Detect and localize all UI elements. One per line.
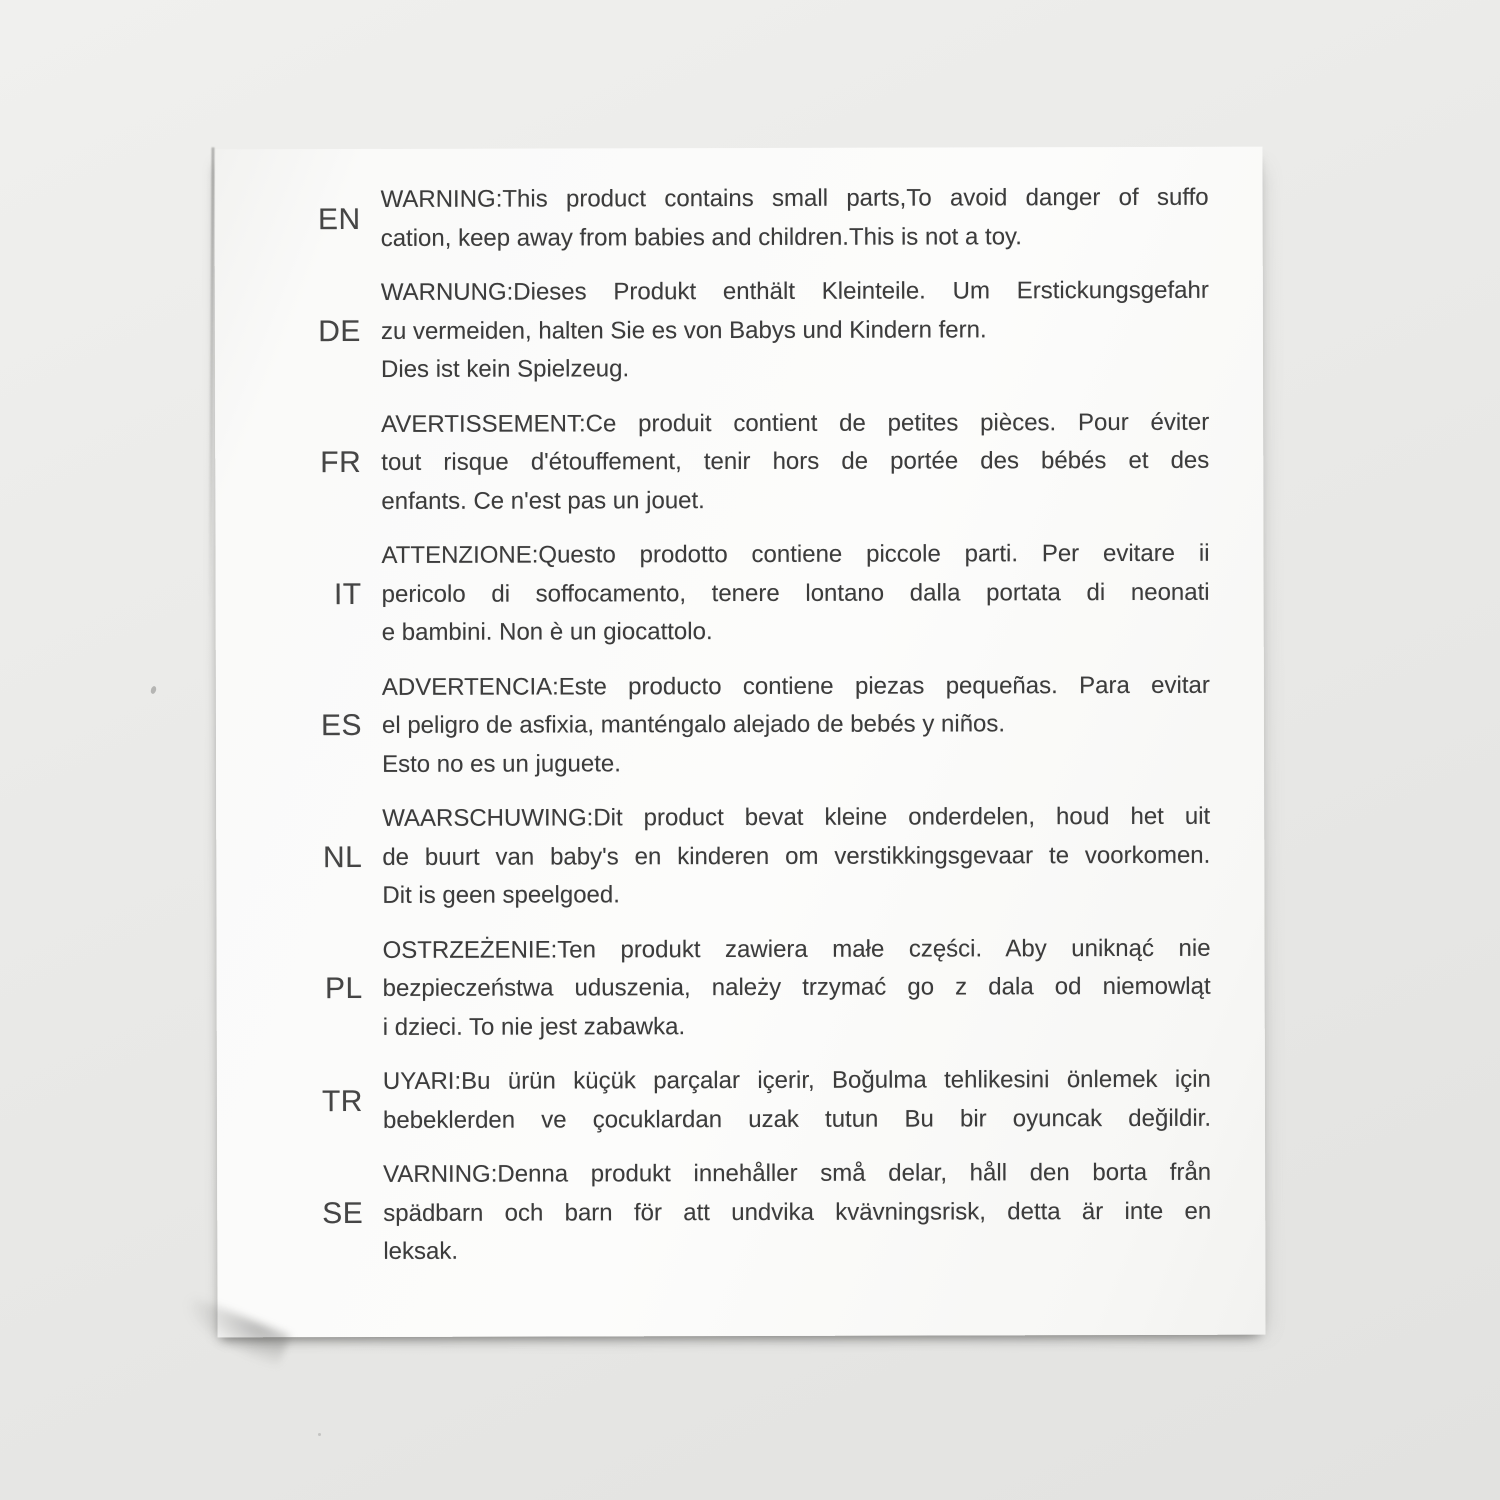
warning-line: WARNUNG:Dieses Produkt enthält Kleinteile. Um Erstickungsgefahr <box>380 276 1209 306</box>
warning-section-it <box>215 535 1263 653</box>
warning-line: e bambini. Non è un giocattolo. <box>381 618 713 646</box>
warning-text <box>381 272 1209 390</box>
warning-line: i dzieci. To nie jest zabawka. <box>382 1012 686 1041</box>
warning-label-paper <box>214 147 1265 1338</box>
warning-sections <box>215 179 1266 1288</box>
warning-line: AVERTISSEMENT:Ce produit contient de petites pièces. Pour éviter <box>381 408 1210 438</box>
warning-line: OSTRZEŻENIE:Ten produkt zawiera małe części. Aby uniknąć nie <box>382 934 1211 964</box>
warning-line: cation, keep away from babies and children.This is not a toy. <box>380 222 1022 252</box>
language-code: NL <box>322 840 363 874</box>
dust-speck <box>150 685 157 694</box>
warning-line: leksak. <box>383 1237 459 1265</box>
warning-line: spädbarn och barn för att undvika kvävningsrisk, detta är inte en <box>383 1197 1212 1227</box>
warning-line: bezpieczeństwa uduszenia, należy trzymać go z dala od niemowląt <box>382 972 1211 1002</box>
language-code: PL <box>324 972 363 1006</box>
warning-line: zu vermeiden, halten Sie es von Babys und Kindern fern. <box>380 315 987 345</box>
language-code: DE <box>318 314 361 348</box>
warning-line: de buurt van baby's en kinderen om verstikkingsgevaar te voorkomen. <box>382 841 1211 871</box>
warning-line: Dit is geen speelgoed. <box>382 881 620 909</box>
warning-line: tout risque d'étouffement, tenir hors de portée des bébés et des <box>381 446 1210 476</box>
warning-text <box>382 929 1210 1047</box>
warning-text <box>382 798 1210 916</box>
language-code: SE <box>322 1196 364 1230</box>
warning-section-nl <box>216 798 1264 916</box>
warning-section-de <box>215 272 1263 390</box>
warning-section-tr <box>217 1061 1265 1141</box>
warning-section-fr <box>215 403 1263 521</box>
warning-section-se <box>217 1154 1265 1272</box>
warning-section-es <box>216 666 1264 784</box>
warning-line: bebeklerden ve çocuklardan uzak tutun Bu bir oyuncak değildir. <box>382 1104 1212 1134</box>
warning-line: pericolo di soffocamento, tenere lontano dalla portata di neonati <box>381 578 1210 608</box>
warning-text <box>382 666 1210 784</box>
warning-text <box>381 535 1209 653</box>
warning-line: Dies ist kein Spielzeug. <box>380 355 630 383</box>
warning-line: VARNING:Denna produkt innehåller små delar, håll den borta från <box>383 1158 1212 1188</box>
language-code: IT <box>333 577 362 611</box>
warning-line: ATTENZIONE:Questo prodotto contiene piccole parti. Per evitare ii <box>381 539 1210 569</box>
warning-text <box>381 403 1209 521</box>
language-code: ES <box>320 709 362 743</box>
warning-line: ADVERTENCIA:Este producto contiene piezas pequeñas. Para evitar <box>381 671 1210 701</box>
warning-section-en <box>215 179 1263 259</box>
warning-line: WARNING:This product contains small parts,To avoid danger of suffo <box>380 183 1209 213</box>
language-code: EN <box>317 202 361 236</box>
warning-line: enfants. Ce n'est pas un jouet. <box>381 486 705 515</box>
warning-line: Esto no es un juguete. <box>382 749 621 778</box>
warning-line: UYARI:Bu ürün küçük parçalar içerir, Boğulma tehlikesini önlemek için <box>382 1065 1211 1095</box>
warning-text <box>381 179 1209 258</box>
dust-speck <box>318 1433 321 1436</box>
warning-text <box>383 1154 1211 1272</box>
warning-section-pl <box>216 929 1264 1047</box>
warning-line: WAARSCHUWING:Dit product bevat kleine onderdelen, houd het uit <box>382 802 1211 832</box>
language-code: FR <box>320 446 362 480</box>
language-code: TR <box>321 1084 363 1118</box>
warning-line: el peligro de asfixia, manténgalo alejado de bebés y niños. <box>381 710 1006 739</box>
warning-text <box>383 1061 1211 1140</box>
